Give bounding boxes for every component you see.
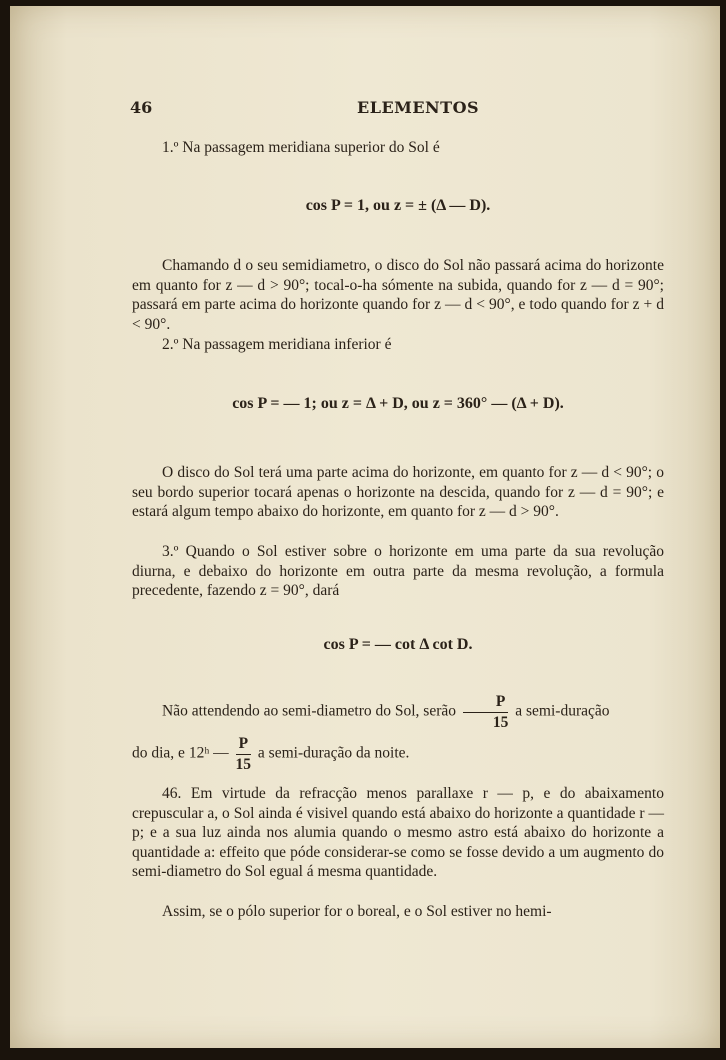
section-46-continuation: Assim, se o pólo superior for o boreal, e o Sol estiver no hemi- xyxy=(162,903,552,920)
page-number: 46 xyxy=(130,98,153,117)
semi-duration-day-line: Não attendendo ao semi-diametro do Sol, serão $\frac{P}{15}$ a semi-duração xyxy=(162,693,610,731)
item2-paragraph: O disco do Sol terá uma parte acima do horizonte, em quanto for z — d < 90°; o seu bordo superior tocará apenas o horizonte na descida, quando for z — d = 90°; e estará algum tempo abaixo do horizonte, em quanto for z — d > 90°. xyxy=(132,464,664,521)
page-header xyxy=(130,98,670,118)
formula-3: cos P = — cot Δ cot D. xyxy=(323,636,473,653)
fraction-p-over-15: $\frac{P}{15}$ xyxy=(463,694,509,730)
item1-paragraph: Chamando d o seu semidiametro, o disco do Sol não passará acima do horizonte em quanto for z — d > 90°; tocal-o-ha sómente na subida, quando for z — d = 90°; passará em parte acima do horizonte quando for z — d < 90°, e todo quando for z + d < 90°. xyxy=(132,257,664,333)
semi-duration-night-line: do dia, e 12ʰ — $\frac{P}{15}$ a semi-duração da noite. xyxy=(132,735,410,773)
formula-2: cos P = — 1; ou z = Δ + D, ou z = 360° — (Δ + D). xyxy=(232,395,564,412)
item2-intro: 2.º Na passagem meridiana inferior é xyxy=(162,336,392,353)
fraction-p-over-15-night: $\frac{P}{15}$ xyxy=(235,735,252,773)
item3-paragraph: 3.º Quando o Sol estiver sobre o horizonte em uma parte da sua revolução diurna, e debaixo do horizonte em outra parte da mesma revolução, a formula precedente, fazendo z = 90°, dará xyxy=(132,543,664,600)
book-page xyxy=(10,6,720,1048)
formula-1: cos P = 1, ou z = ± (Δ — D). xyxy=(305,197,491,214)
item1-intro: 1.º Na passagem meridiana superior do Sol é xyxy=(162,139,440,156)
running-title: ELEMENTOS xyxy=(357,98,480,117)
section-46-paragraph: 46. Em virtude da refracção menos parallaxe r — p, e do abaixamento crepuscular a, o Sol ainda é visivel quando está abaixo do horizonte a quantidade r — p; e a sua luz ainda nos alumia quando o mesmo astro está abaixo do horizonte a quantidade a: effeito que póde considerar-se como se fosse devido a um augmento do semi-diametro do Sol egual á mesma quantidade. xyxy=(132,785,664,881)
